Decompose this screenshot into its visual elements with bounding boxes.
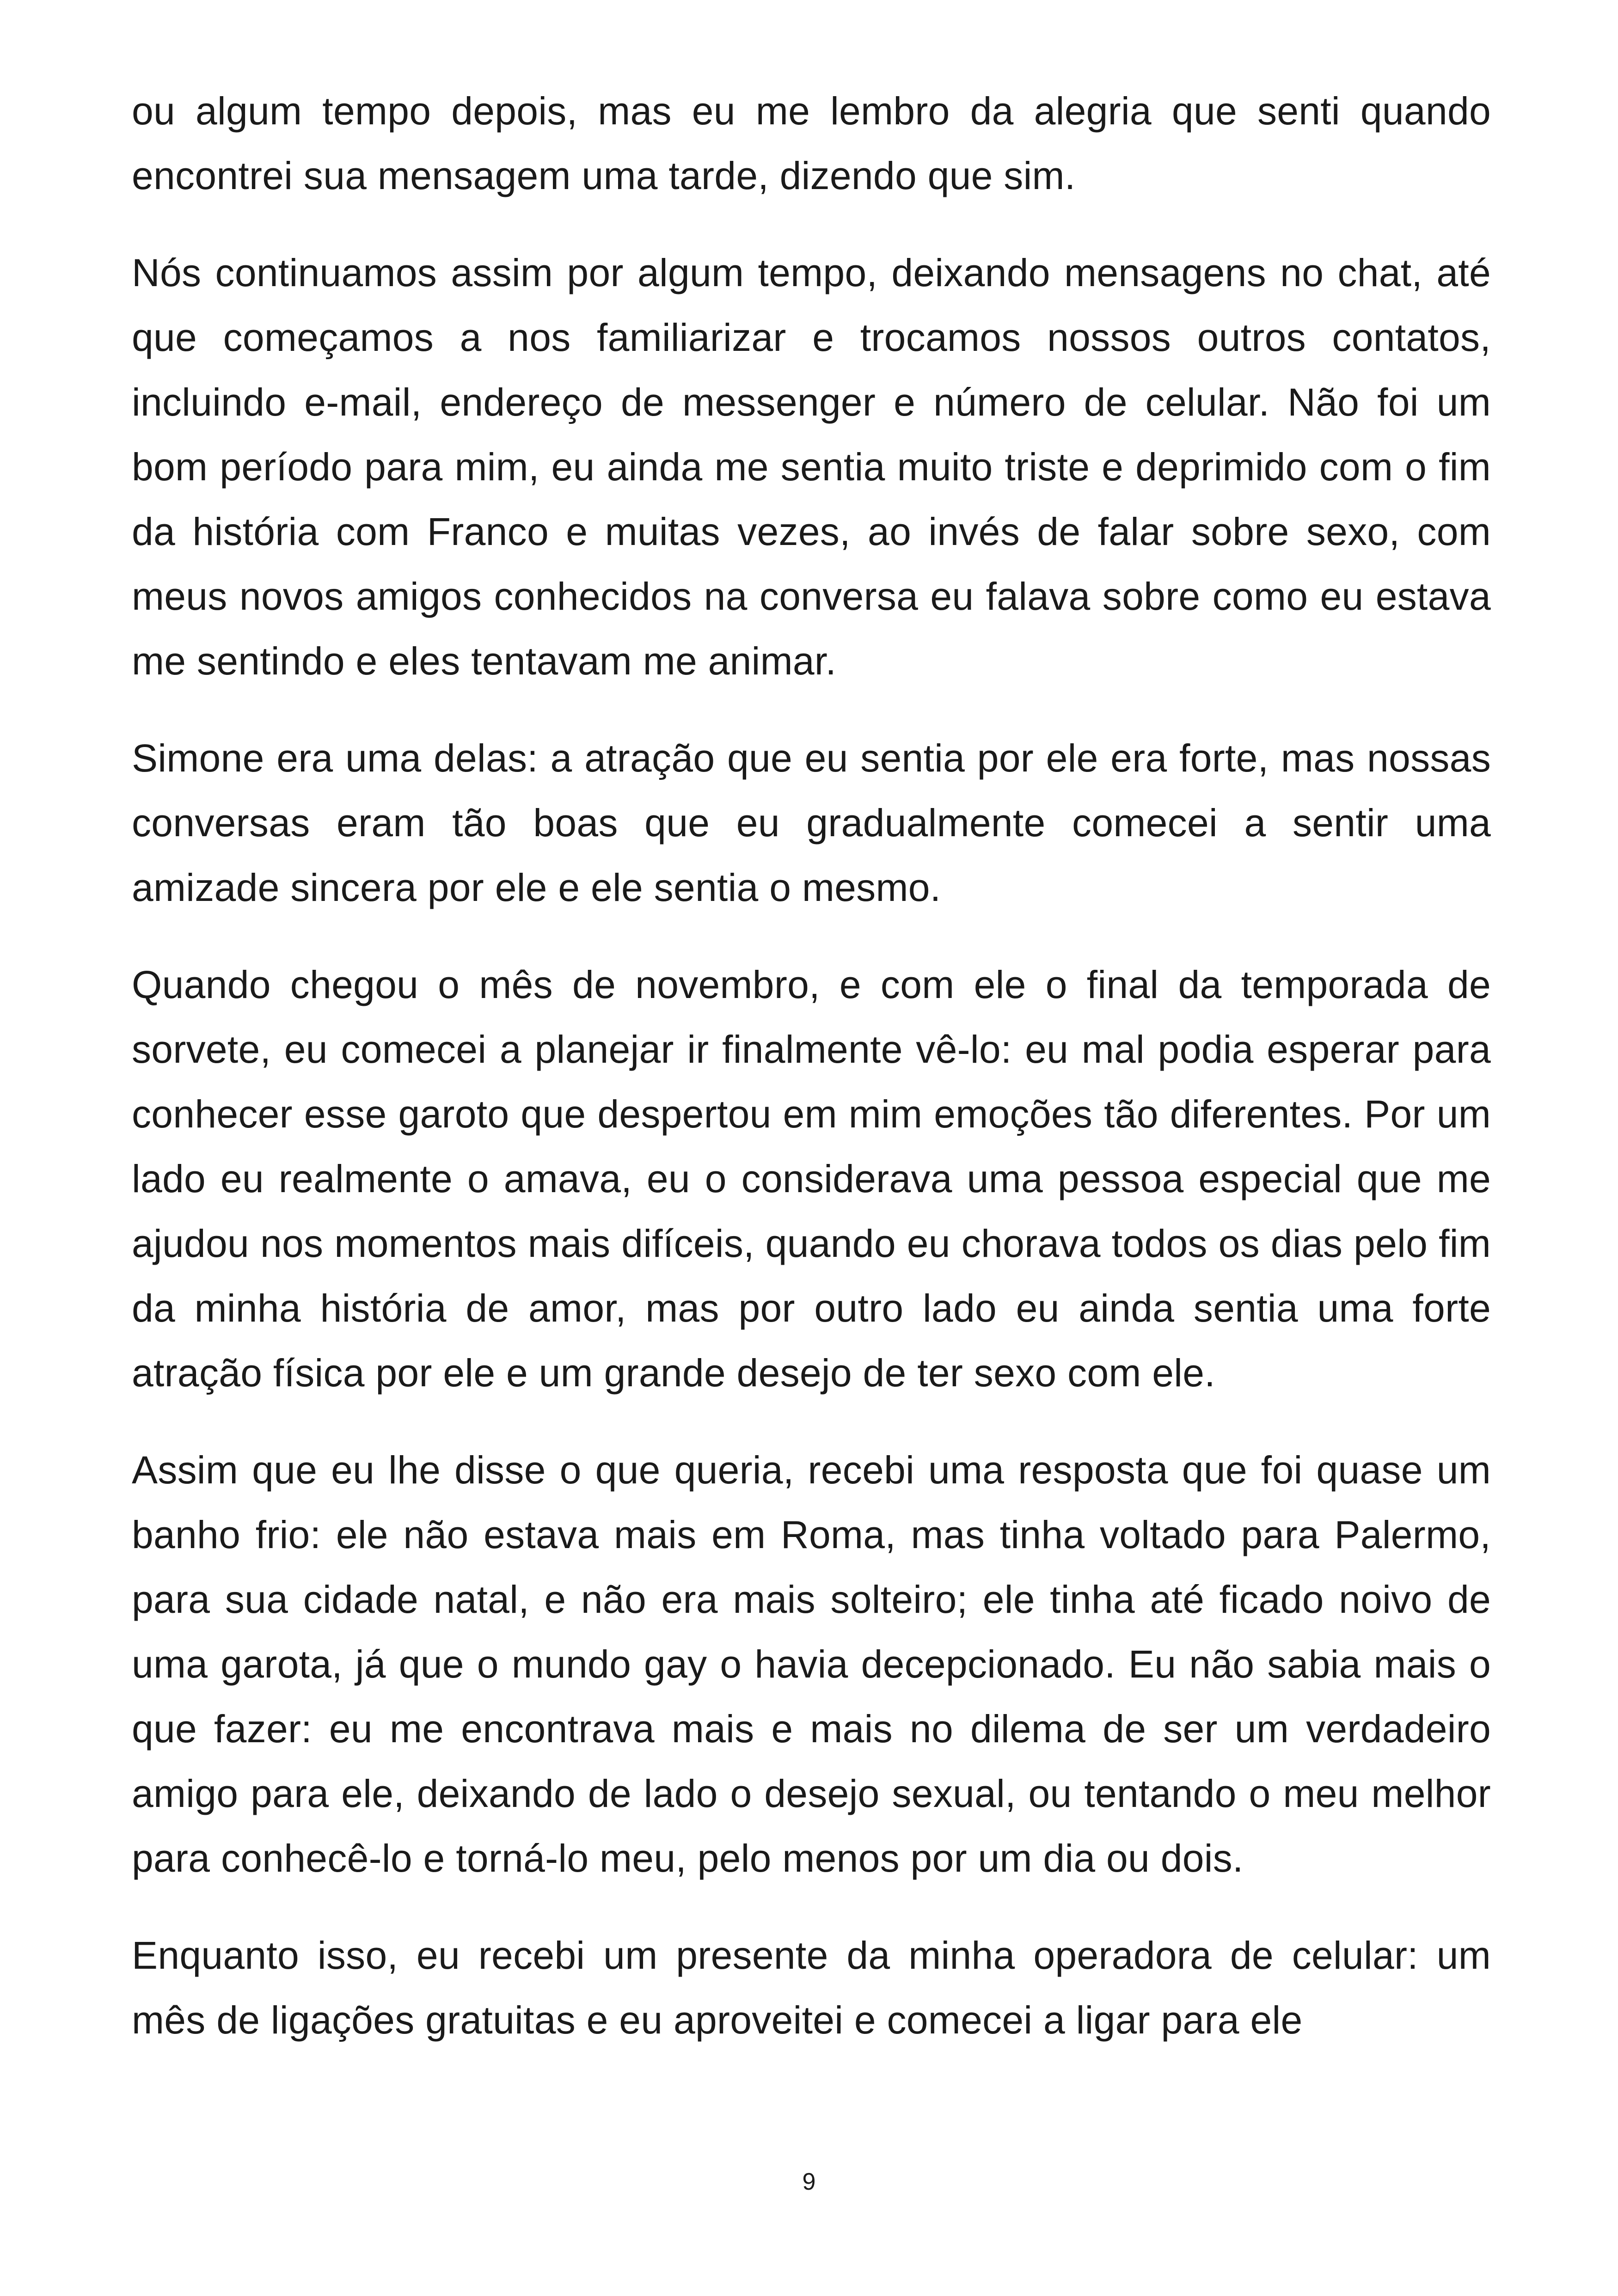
page-number: 9	[802, 2168, 816, 2195]
paragraph: Quando chegou o mês de novembro, e com ele o final da temporada de sorvete, eu comecei a planejar ir finalmente vê-lo: eu mal podia esperar para conhecer esse garoto que despertou em mim emoções tão diferentes. Por um lado eu realmente o amava, eu o considerava uma pessoa especial que me ajudou nos momentos mais difíceis, quando eu chorava todos os dias pelo fim da minha história de amor, mas por outro lado eu ainda sentia uma forte atração física por ele e um grande desejo de ter sexo com ele.	[132, 963, 1491, 1395]
paragraph: Enquanto isso, eu recebi um presente da minha operadora de celular: um mês de ligações gratuitas e eu aproveitei e comecei a ligar para ele	[132, 1934, 1491, 2042]
paragraph: Assim que eu lhe disse o que queria, recebi uma resposta que foi quase um banho frio: ele não estava mais em Roma, mas tinha voltado para Palermo, para sua cidade natal, e não era mais solteiro; ele tinha até ficado noivo de uma garota, já que o mundo gay o havia decepcionado. Eu não sabia mais o que fazer: eu me encontrava mais e mais no dilema de ser um verdadeiro amigo para ele, deixando de lado o desejo sexual, ou tentando o meu melhor para conhecê-lo e torná-lo meu, pelo menos por um dia ou dois.	[132, 1448, 1491, 1880]
paragraph: ou algum tempo depois, mas eu me lembro da alegria que senti quando encontrei sua mensagem uma tarde, dizendo que sim.	[132, 89, 1491, 197]
paragraph: Simone era uma delas: a atração que eu sentia por ele era forte, mas nossas conversas eram tão boas que eu gradualmente comecei a sentir uma amizade sincera por ele e ele sentia o mesmo.	[132, 736, 1491, 909]
page-body	[132, 79, 1491, 2085]
paragraph: Nós continuamos assim por algum tempo, deixando mensagens no chat, até que começamos a nos familiarizar e trocamos nossos outros contatos, incluindo e-mail, endereço de messenger e número de celular. Não foi um bom período para mim, eu ainda me sentia muito triste e deprimido com o fim da história com Franco e muitas vezes, ao invés de falar sobre sexo, com meus novos amigos conhecidos na conversa eu falava sobre como eu estava me sentindo e eles tentavam me animar.	[132, 251, 1491, 683]
